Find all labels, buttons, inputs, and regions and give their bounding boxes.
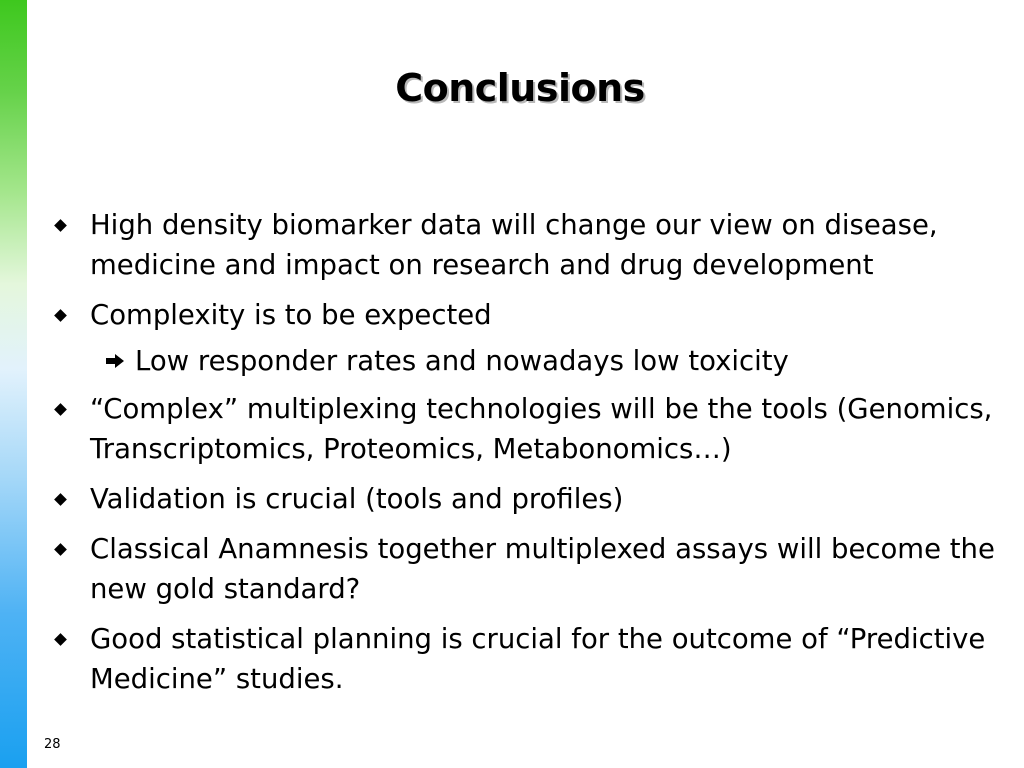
bullet-item xyxy=(90,389,1015,469)
arrow-right-icon xyxy=(105,353,125,369)
bullet-item xyxy=(90,205,1015,285)
bullet-item xyxy=(90,295,1015,335)
bullet-text: High density biomarker data will change our view on disease, medicine and impact on research and drug development xyxy=(90,209,938,281)
diamond-bullet-icon xyxy=(54,633,67,646)
bullet-text: Validation is crucial (tools and profiles) xyxy=(90,483,624,515)
diamond-bullet-icon xyxy=(54,403,67,416)
bullet-text: “Complex” multiplexing technologies will be the tools (Genomics, Transcriptomics, Proteomics, Metabonomics…) xyxy=(90,393,993,465)
page-number: 28 xyxy=(44,737,61,752)
bullet-text: Complexity is to be expected xyxy=(90,299,492,331)
bullet-item xyxy=(90,529,1015,609)
gradient-side-bar xyxy=(0,0,27,768)
sub-bullet-item xyxy=(135,341,1015,381)
sub-bullet-text: Low responder rates and nowadays low toxicity xyxy=(135,345,789,377)
diamond-bullet-icon xyxy=(54,309,67,322)
bullet-item xyxy=(90,479,1015,519)
diamond-bullet-icon xyxy=(54,219,67,232)
bullet-text: Good statistical planning is crucial for the outcome of “Predictive Medicine” studies. xyxy=(90,623,986,695)
bullet-text: Classical Anamnesis together multiplexed assays will become the new gold standard? xyxy=(90,533,995,605)
slide-title: Conclusions xyxy=(395,66,645,110)
diamond-bullet-icon xyxy=(54,543,67,556)
bullet-item xyxy=(90,619,1015,699)
diamond-bullet-icon xyxy=(54,493,67,506)
bullet-list xyxy=(90,205,1015,709)
